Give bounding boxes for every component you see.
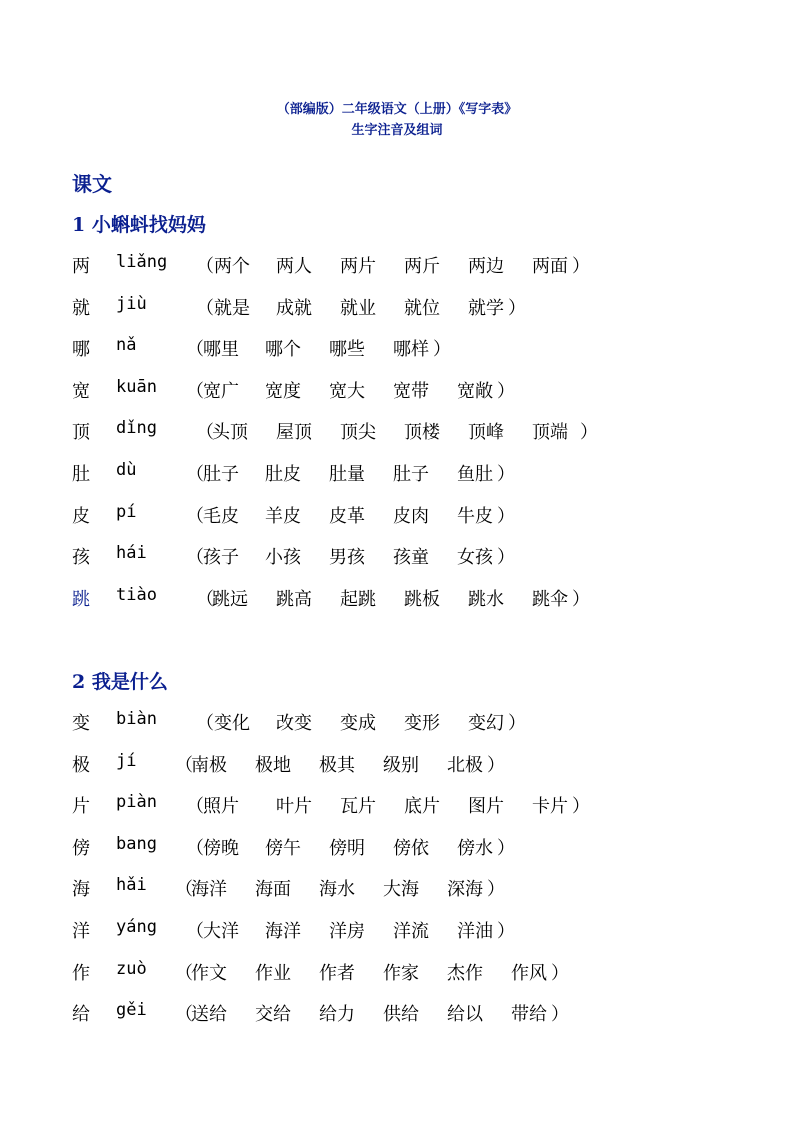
example-word: 起跳	[340, 588, 376, 610]
character: 变	[72, 713, 90, 734]
character: 孩	[72, 547, 90, 569]
example-word: 哪个	[265, 339, 301, 361]
pinyin: kuān	[116, 376, 157, 397]
open-paren: （	[175, 962, 193, 984]
example-word: 宽敞	[457, 380, 493, 402]
lesson-title-2: 2 我是什么	[72, 671, 168, 693]
example-word: 顶楼	[404, 422, 440, 444]
character: 皮	[72, 505, 90, 527]
example-word: 跳水	[468, 588, 504, 610]
example-word: 肚皮	[265, 464, 301, 485]
open-paren: （	[196, 297, 214, 319]
character: 就	[72, 297, 90, 319]
example-word: 杰作	[447, 962, 483, 984]
example-word: 供给	[383, 1004, 419, 1026]
example-word: 跳高	[276, 588, 312, 610]
character: 哪	[72, 339, 90, 361]
example-word: 宽广	[203, 380, 239, 402]
example-word: 皮肉	[393, 505, 429, 527]
example-word: 大海	[383, 879, 419, 901]
example-word: 卡片	[532, 796, 568, 818]
example-word: 作者	[319, 962, 355, 984]
word-row	[72, 751, 732, 779]
word-row	[72, 875, 732, 903]
word-row	[72, 418, 732, 446]
example-word: 就是	[214, 297, 250, 319]
example-word: 海面	[255, 879, 291, 901]
open-paren: （	[175, 879, 193, 901]
example-word: 顶端	[532, 422, 568, 444]
close-paren: ）	[497, 505, 515, 527]
word-row	[72, 585, 732, 613]
example-word: 照片	[203, 796, 239, 818]
example-word: 作业	[255, 962, 291, 984]
example-word: 洋油	[457, 921, 493, 942]
close-paren: ）	[497, 380, 515, 402]
open-paren: （	[175, 1004, 193, 1026]
example-word: 就业	[340, 297, 376, 319]
example-word: 傍依	[393, 837, 429, 859]
open-paren: （	[186, 380, 204, 402]
pinyin: piàn	[116, 792, 157, 813]
example-word: 跳板	[404, 588, 440, 610]
open-paren: （	[186, 339, 204, 361]
example-word: 成就	[276, 297, 312, 319]
word-row	[72, 377, 732, 405]
open-paren: （	[186, 837, 204, 859]
close-paren: ）	[497, 464, 515, 485]
example-word: 哪些	[329, 339, 365, 361]
example-word: 改变	[276, 713, 312, 734]
example-word: 跳伞	[532, 588, 568, 610]
character: 洋	[72, 921, 90, 942]
example-word: 牛皮	[457, 505, 493, 527]
example-word: 宽大	[329, 380, 365, 402]
close-paren: ）	[487, 879, 505, 901]
example-word: 肚子	[203, 464, 239, 485]
example-word: 变成	[340, 713, 376, 734]
close-paren: ）	[497, 547, 515, 569]
document-subtitle: 生字注音及组词	[351, 123, 443, 138]
example-word: 两面	[532, 256, 568, 277]
example-word: 叶片	[276, 796, 312, 818]
character: 片	[72, 796, 90, 818]
open-paren: （	[186, 547, 204, 569]
example-word: 傍水	[457, 837, 493, 859]
example-word: 就位	[404, 297, 440, 319]
close-paren: ）	[572, 588, 590, 610]
example-word: 给以	[447, 1004, 483, 1026]
pinyin: hǎi	[116, 875, 147, 896]
example-word: 带给	[511, 1004, 547, 1026]
close-paren: ）	[580, 422, 598, 444]
example-word: 作文	[191, 962, 227, 984]
example-word: 毛皮	[203, 505, 239, 527]
example-word: 鱼肚	[457, 464, 493, 485]
close-paren: ）	[572, 796, 590, 818]
lesson-title-1: 1 小蝌蚪找妈妈	[72, 214, 206, 236]
close-paren: ）	[572, 256, 590, 277]
character: 跳	[72, 588, 90, 610]
pinyin: biàn	[116, 709, 157, 729]
example-word: 两边	[468, 256, 504, 277]
open-paren: （	[186, 796, 204, 818]
open-paren: （	[186, 921, 204, 942]
example-word: 深海	[447, 879, 483, 901]
character: 两	[72, 256, 90, 277]
close-paren: ）	[508, 713, 526, 734]
close-paren: ）	[487, 754, 505, 776]
close-paren: ）	[508, 297, 526, 319]
example-word: 跳远	[212, 588, 248, 610]
example-word: 瓦片	[340, 796, 376, 818]
example-word: 两片	[340, 256, 376, 277]
example-word: 北极	[447, 754, 483, 776]
pinyin: jiù	[116, 293, 147, 314]
open-paren: （	[196, 588, 214, 610]
example-word: 肚子	[393, 464, 429, 485]
pinyin: tiào	[116, 584, 157, 605]
word-row	[72, 1000, 732, 1028]
word-row	[72, 959, 732, 987]
character: 傍	[72, 837, 90, 859]
example-word: 送给	[191, 1004, 227, 1026]
example-word: 男孩	[329, 547, 365, 569]
character: 肚	[72, 464, 90, 485]
pinyin: gěi	[116, 1000, 147, 1021]
example-word: 海水	[319, 879, 355, 901]
open-paren: （	[196, 422, 214, 444]
close-paren: ）	[551, 962, 569, 984]
close-paren: ）	[433, 339, 451, 361]
document-title: （部编版）二年级语文（上册）《写字表》	[276, 102, 518, 117]
example-word: 皮革	[329, 505, 365, 527]
example-word: 给力	[319, 1004, 355, 1026]
open-paren: （	[175, 754, 193, 776]
example-word: 孩子	[203, 547, 239, 569]
example-word: 洋流	[393, 921, 429, 942]
example-word: 傍明	[329, 837, 365, 859]
example-word: 哪样	[393, 339, 429, 361]
word-row	[72, 252, 732, 280]
character: 极	[72, 754, 90, 776]
example-word: 作家	[383, 962, 419, 984]
example-word: 作风	[511, 962, 547, 984]
pinyin: zuò	[116, 958, 147, 979]
pinyin: hái	[116, 543, 147, 564]
example-word: 羊皮	[265, 505, 301, 527]
close-paren: ）	[497, 837, 515, 859]
example-word: 两个	[214, 256, 250, 277]
pinyin: liǎng	[116, 252, 168, 272]
example-word: 变化	[214, 713, 250, 734]
example-word: 头顶	[212, 422, 248, 444]
example-word: 孩童	[393, 547, 429, 569]
example-word: 肚量	[329, 464, 365, 485]
example-word: 宽带	[393, 380, 429, 402]
example-word: 屋顶	[276, 422, 312, 444]
open-paren: （	[186, 505, 204, 527]
word-row	[72, 502, 732, 530]
pinyin: jí	[116, 750, 137, 771]
word-row	[72, 709, 732, 737]
example-word: 变幻	[468, 713, 504, 734]
character: 给	[72, 1004, 90, 1026]
example-word: 级别	[383, 754, 419, 776]
example-word: 傍晚	[203, 837, 239, 859]
character: 宽	[72, 380, 90, 402]
example-word: 宽度	[265, 380, 301, 402]
example-word: 底片	[404, 796, 440, 818]
example-word: 哪里	[203, 339, 239, 361]
example-word: 洋房	[329, 921, 365, 942]
example-word: 图片	[468, 796, 504, 818]
example-word: 就学	[468, 297, 504, 319]
close-paren: ）	[497, 921, 515, 942]
word-row	[72, 834, 732, 862]
example-word: 南极	[191, 754, 227, 776]
close-paren: ）	[551, 1004, 569, 1026]
pinyin: yáng	[116, 917, 157, 937]
example-word: 顶峰	[468, 422, 504, 444]
pinyin: dǐng	[116, 418, 157, 439]
word-row	[72, 294, 732, 322]
example-word: 两人	[276, 256, 312, 277]
example-word: 极地	[255, 754, 291, 776]
example-word: 大洋	[203, 921, 239, 942]
example-word: 顶尖	[340, 422, 376, 444]
word-row	[72, 335, 732, 363]
character: 作	[72, 962, 90, 984]
pinyin: dù	[116, 460, 137, 480]
example-word: 海洋	[191, 879, 227, 901]
example-word: 海洋	[265, 921, 301, 942]
word-row	[72, 460, 732, 488]
example-word: 女孩	[457, 547, 493, 569]
example-word: 傍午	[265, 837, 301, 859]
word-row	[72, 543, 732, 571]
example-word: 小孩	[265, 547, 301, 569]
example-word: 变形	[404, 713, 440, 734]
example-word: 交给	[255, 1004, 291, 1026]
open-paren: （	[196, 256, 214, 277]
example-word: 极其	[319, 754, 355, 776]
section-heading: 课文	[72, 172, 112, 196]
character: 海	[72, 879, 90, 901]
pinyin: pí	[116, 501, 137, 522]
open-paren: （	[196, 713, 214, 734]
pinyin: nǎ	[116, 335, 137, 356]
character: 顶	[72, 422, 90, 444]
open-paren: （	[186, 464, 204, 485]
word-row	[72, 917, 732, 945]
word-row	[72, 792, 732, 820]
example-word: 两斤	[404, 256, 440, 277]
pinyin: bang	[116, 833, 157, 854]
